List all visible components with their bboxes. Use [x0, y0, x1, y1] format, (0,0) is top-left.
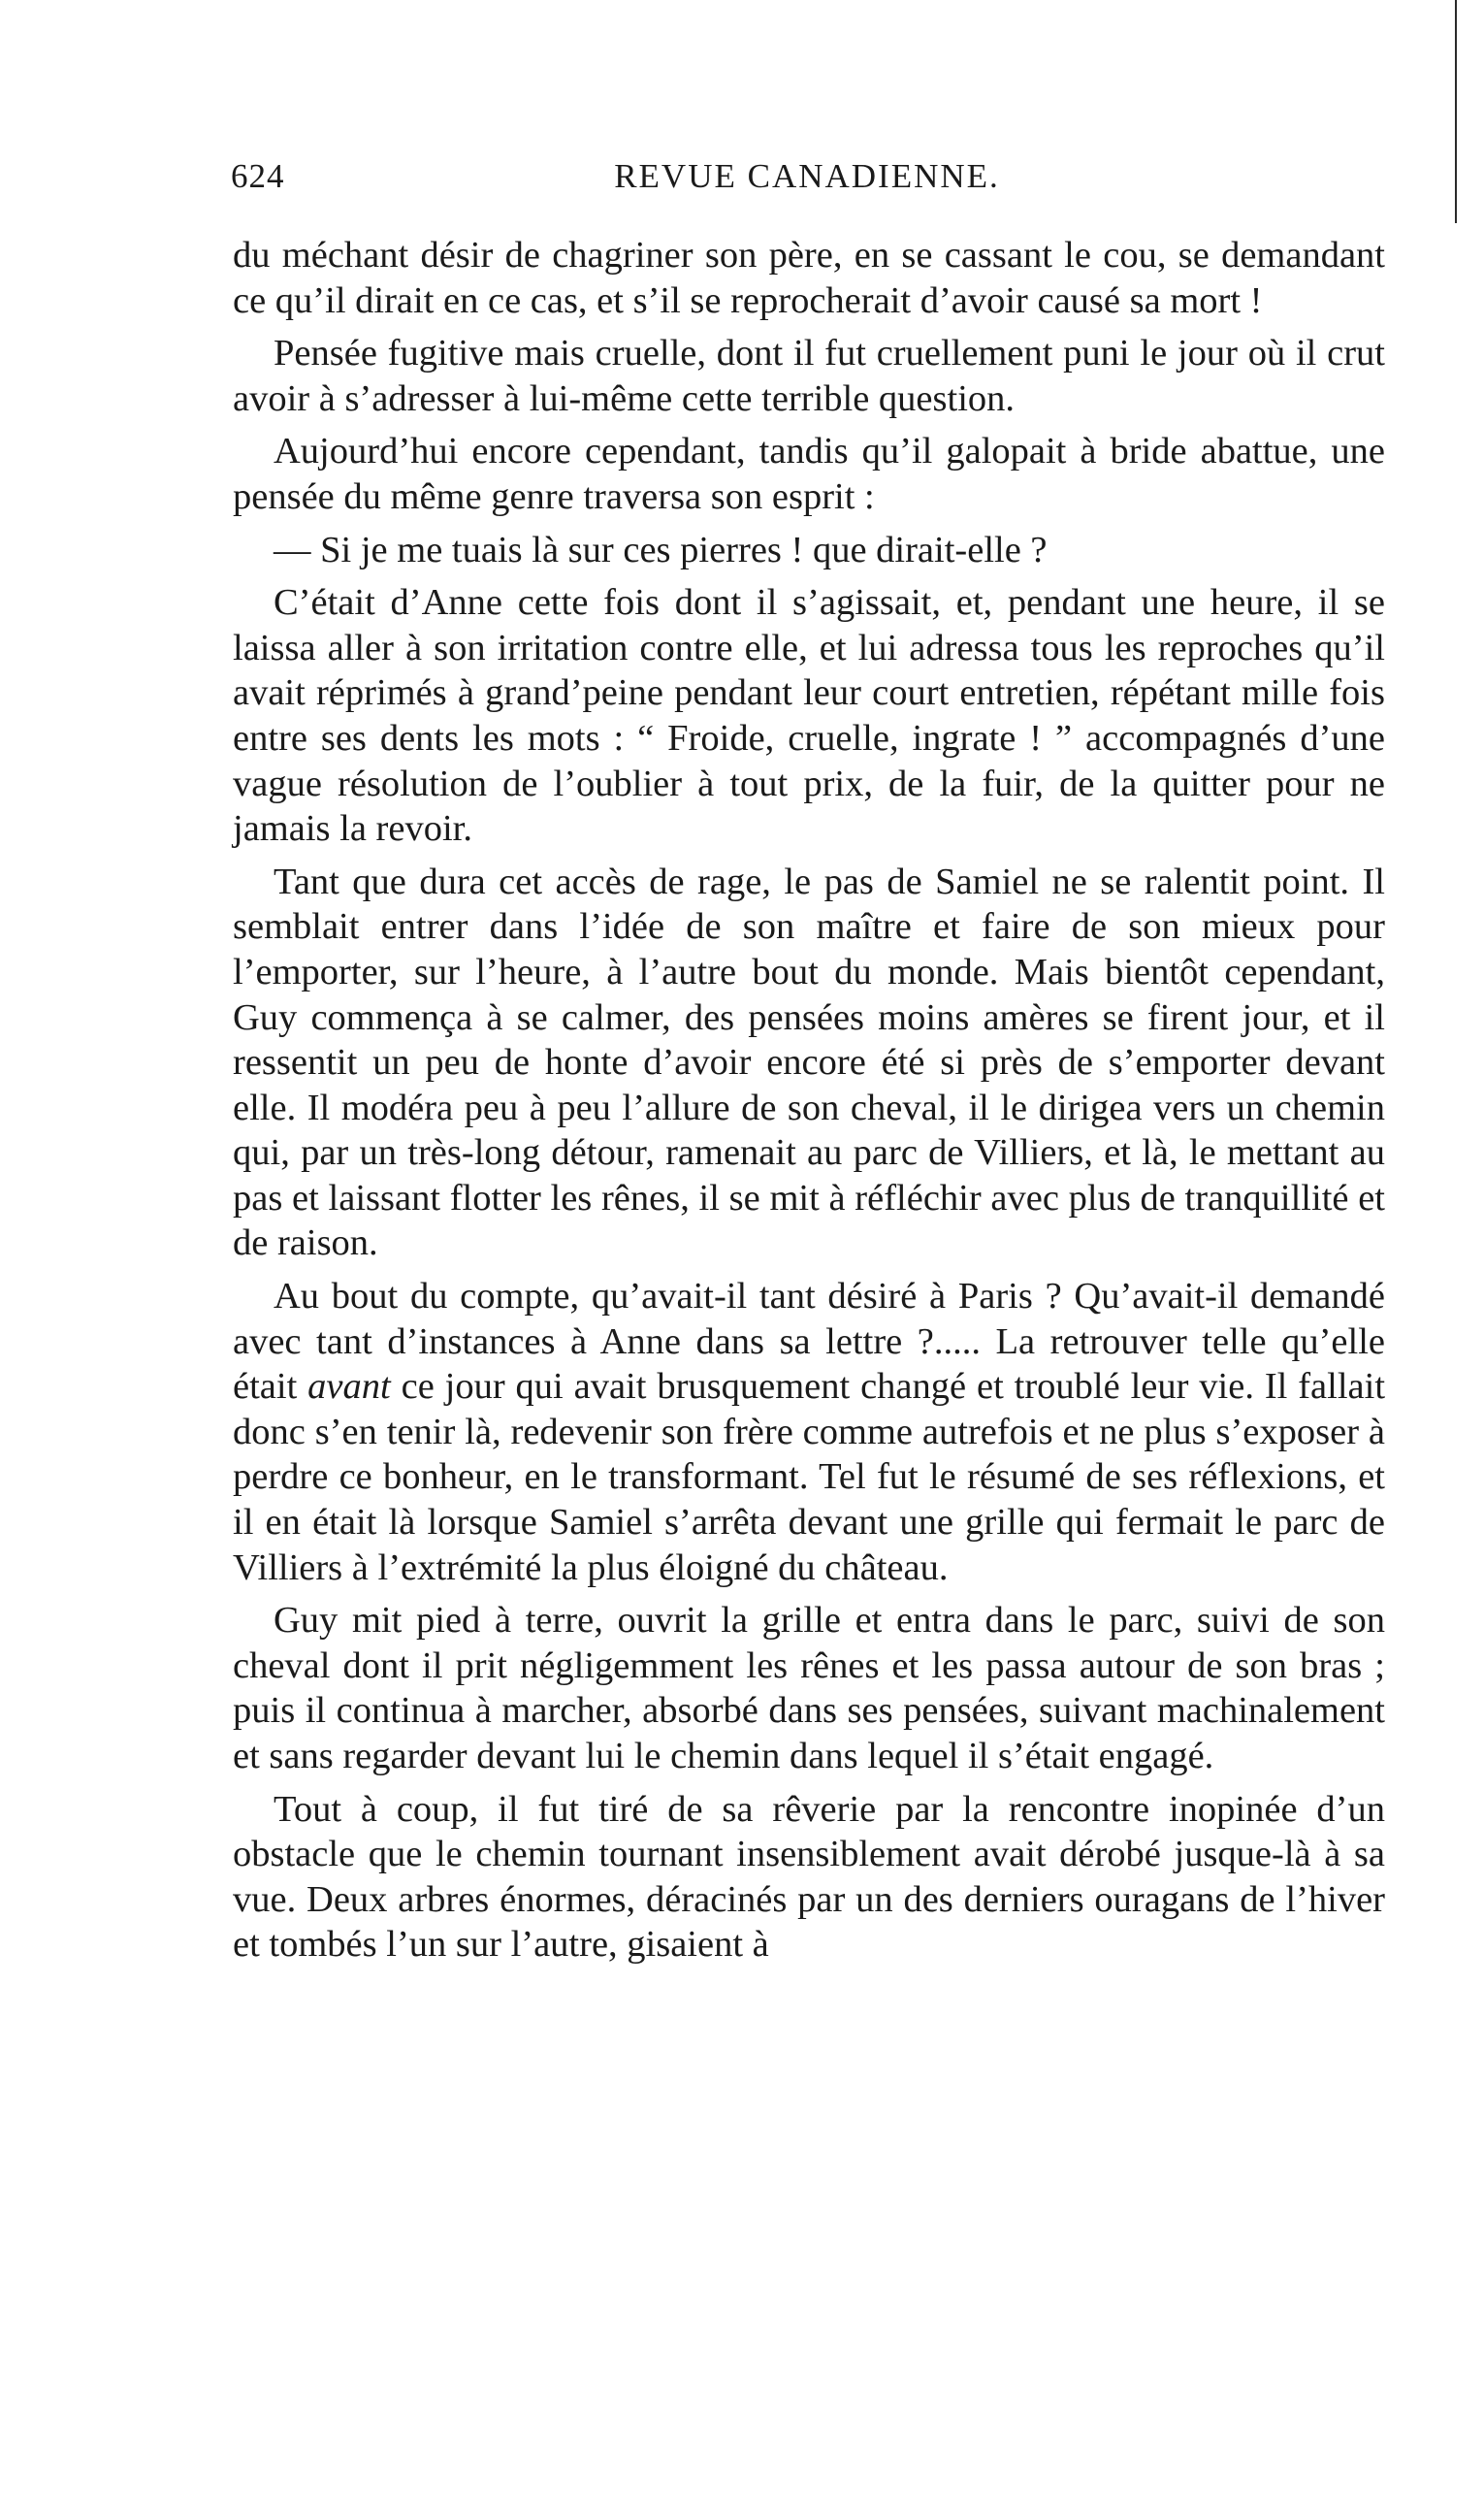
- body-text: [233, 233, 1385, 1975]
- paragraph: Tant que dura cet accès de rage, le pas de Samiel ne se ralentit point. Il semblait entrer dans l’idée de son maître et faire de son mieux pour l’emporter, sur l’heure, à l’autre bout du monde. Mais bientôt cependant, Guy commença à se calmer, des pensées moins amères se firent jour, et il ressentit un peu de honte d’avoir encore été si près de s’emporter devant elle. Il modéra peu à peu l’allure de son cheval, il le dirigea vers un chemin qui, par un très-long détour, ramenait au parc de Villiers, et là, le mettant au pas et laissant flotter les rênes, il se mit à réfléchir avec plus de tranquillité et de raison.: [233, 861, 1385, 1264]
- page-number: 624: [231, 157, 285, 195]
- page-header: [231, 157, 1383, 206]
- paragraph: C’était d’Anne cette fois dont il s’agissait, et, pendant une heure, il se laissa aller à son irritation contre elle, et lui adressa tous les reproches qu’il avait réprimés à grand’peine pendant leur court entretien, répétant mille fois entre ses dents les mots : “ Froide, cruelle, ingrate ! ” accompagnés d’une vague résolution de l’oublier à tout prix, de la fuir, de la quitter pour ne jamais la revoir.: [233, 582, 1385, 850]
- dialogue-line: — Si je me tuais là sur ces pierres ! que dirait-elle ?: [274, 529, 1048, 570]
- paragraph: Pensée fugitive mais cruelle, dont il fut cruellement puni le jour où il crut avoir à s’adresser à lui-même cette terrible question.: [233, 333, 1385, 419]
- paragraph-text: ce jour qui avait brusquement changé et troublé leur vie. Il fallait donc s’en tenir là, redevenir son frère comme autrefois et ne plus s’exposer à perdre ce bonheur, en le transformant. Tel fut le résumé de ses réflexions, et il en était là lorsque Samiel s’arrêta devant une grille qui fermait le parc de Villiers à l’extrémité la plus éloigné du château.: [233, 1366, 1386, 1588]
- paragraph: du méchant désir de chagriner son père, en se cassant le cou, se demandant ce qu’il dirait en ce cas, et s’il se reprocherait d’avoir causé sa mort !: [233, 235, 1385, 321]
- paragraph: [233, 1274, 1385, 1590]
- paragraph: Aujourd’hui encore cependant, tandis qu’il galopait à bride abattue, une pensée du même genre traversa son esprit :: [233, 431, 1385, 517]
- running-title: REVUE CANADIENNE.: [614, 157, 1000, 195]
- paragraph-text: Au bout du compte, qu’avait-il tant désiré à Paris ? Qu’avait-il demandé avec tant d’instances à Anne dans sa lettre ?..... La retrouver telle qu’elle était: [233, 1276, 1385, 1408]
- italic-word: avant: [307, 1366, 391, 1408]
- paragraph: Guy mit pied à terre, ouvrit la grille et entra dans le parc, suivi de son cheval dont il prit négligemment les rênes et les passa autour de son bras ; puis il continua à marcher, absorbé dans ses pensées, suivant machinalement et sans regarder devant lui le chemin dans lequel il s’était engagé.: [233, 1600, 1385, 1776]
- page-edge-rule: [1455, 0, 1457, 223]
- paragraph: Tout à coup, il fut tiré de sa rêverie par la rencontre inopinée d’un obstacle que le chemin tournant insensiblement avait dérobé jusque-là à sa vue. Deux arbres énormes, déracinés par un des derniers ouragans de l’hiver et tombés l’un sur l’autre, gisaient à: [233, 1788, 1385, 1966]
